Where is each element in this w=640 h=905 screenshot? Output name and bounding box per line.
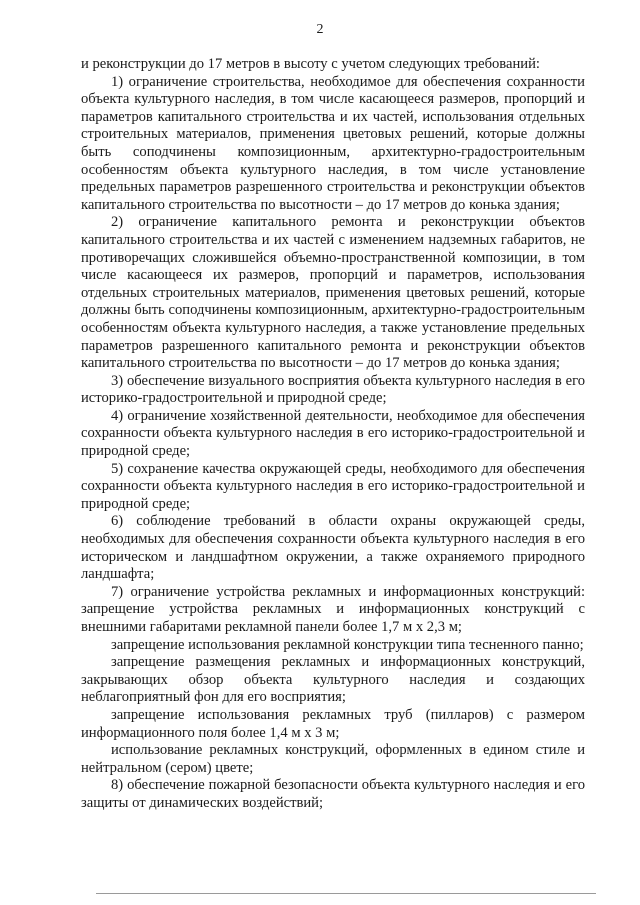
paragraph-continuation: и реконструкции до 17 метров в высоту с учетом следующих требований: bbox=[81, 56, 540, 72]
paragraph-item-3: 3) обеспечение визуального восприятия объекта культурного наследия в его историко-градостроительной и природной среде; bbox=[81, 372, 585, 407]
paragraph-item-8: 8) обеспечение пожарной безопасности объекта культурного наследия и его защиты от динамических воздействий; bbox=[81, 777, 585, 811]
paragraph-item-1: 1) ограничение строительства, необходимое для обеспечения сохранности объекта культурного наследия, в том числе касающееся размеров, пропорций и параметров капитального строительства и их частей, использования отдельных строительных материалов, применения цветовых решений, которые должны быть соподчинены композиционным, архитектурно-градостроительным особенностям объекта культурного наследия, в том числе установление предельных параметров разрешенного строительства и реконструкции объектов капитального строительства по высотности – до 17 метров до конька здания; bbox=[81, 73, 585, 213]
document-body bbox=[81, 56, 585, 813]
page-bottom-divider bbox=[96, 893, 596, 894]
page-number: 2 bbox=[316, 22, 324, 37]
paragraph-item-4: 4) ограничение хозяйственной деятельности, необходимое для обеспечения сохранности объекта культурного наследия в его историко-градостроительной и природной среде; bbox=[81, 407, 585, 460]
paragraph-item-6: 6) соблюдение требований в области охраны окружающей среды, необходимых для обеспечения сохранности объекта культурного наследия в его историческом и ландшафтном окружении, а также охраняемого природного ландшафта; bbox=[81, 513, 585, 583]
paragraph-item-7: 7) ограничение устройства рекламных и информационных конструкций: запрещение устройства рекламных и информационных конструкций с внешними габаритами рекламной панели более 1,7 м х 2,3 м; bbox=[81, 583, 585, 635]
paragraph-sub-item: запрещение размещения рекламных и информационных конструкций, закрывающих обзор объекта культурного наследия и создающих неблагоприятный фон для его восприятия; bbox=[81, 654, 585, 706]
paragraph-item-5: 5) сохранение качества окружающей среды, необходимого для обеспечения сохранности объекта культурного наследия в его историко-градостроительной и природной среде; bbox=[81, 460, 585, 512]
paragraph-sub-item: запрещение использования рекламной конструкции типа тесненного панно; bbox=[111, 636, 584, 653]
paragraph-sub-item: запрещение использования рекламных труб (пилларов) с размером информационного поля более 1,4 м х 3 м; bbox=[81, 706, 585, 741]
paragraph-item-2: 2) ограничение капитального ремонта и реконструкции объектов капитального строительства и их частей с изменением надземных габаритов, не противоречащих сложившейся объемно-пространственной композиции, в том числе касающееся их размеров, пропорций и параметров, использования отдельных строительных материалов, применения цветовых решений, которые должны быть соподчинены композиционным, архитектурно-градостроительным особенностям объекта культурного наследия, а также установление предельных параметров разрешенного капитального ремонта и реконструкции объектов капитального строительства по высотности – до 17 метров до конька здания; bbox=[81, 214, 585, 372]
paragraph-sub-item: использование рекламных конструкций, оформленных в едином стиле и нейтральном (сером) цвете; bbox=[81, 742, 585, 776]
